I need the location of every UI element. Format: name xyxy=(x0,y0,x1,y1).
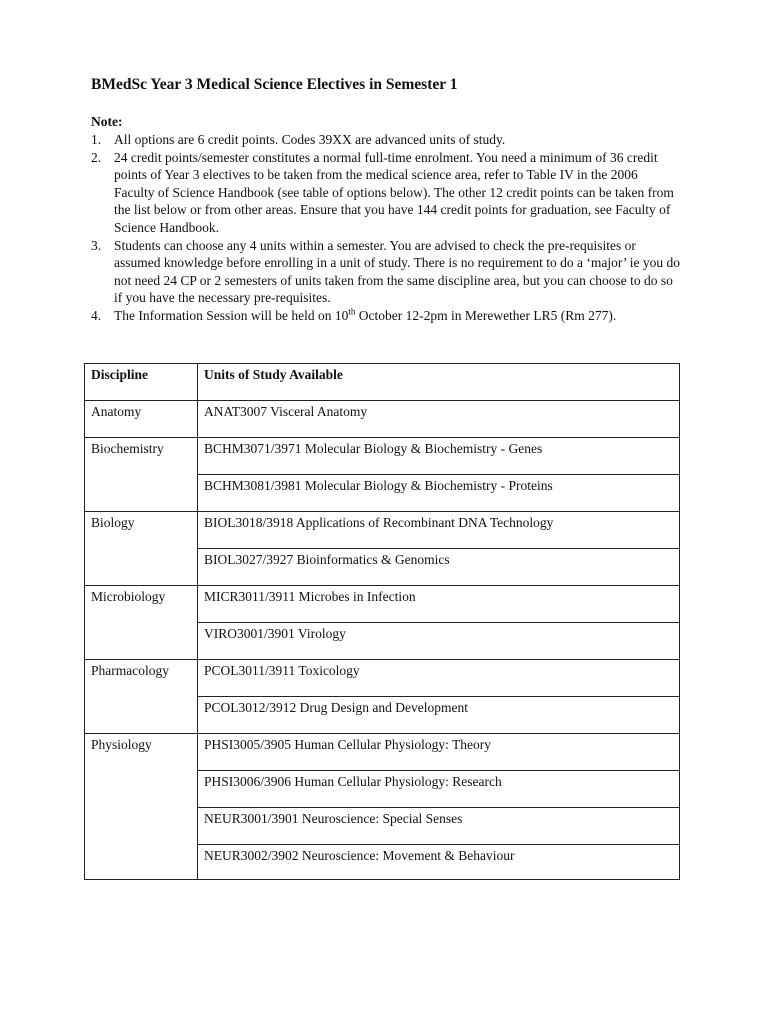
note-item xyxy=(91,149,681,237)
note-text-after: October 12-2pm in Merewether LR5 (Rm 277). xyxy=(355,307,617,323)
discipline-cell: Biochemistry xyxy=(85,438,198,512)
table-row xyxy=(85,586,680,623)
header-units: Units of Study Available xyxy=(198,364,680,401)
table-row xyxy=(85,401,680,438)
unit-cell: PHSI3005/3905 Human Cellular Physiology: Theory xyxy=(198,734,680,771)
unit-cell: BIOL3018/3918 Applications of Recombinant DNA Technology xyxy=(198,512,680,549)
discipline-cell: Microbiology xyxy=(85,586,198,660)
note-number: 1. xyxy=(91,132,102,147)
unit-cell: BCHM3071/3971 Molecular Biology & Biochemistry - Genes xyxy=(198,438,680,475)
note-text: 24 credit points/semester constitutes a normal full-time enrolment. You need a minimum of 36 credit points of Year 3 electives to be taken from the medical science area, refer to Table IV in the 2006 Faculty of Science Handbook (see table of options below). The other 12 credit points can be taken from the list below or from other areas. Ensure that you have 144 credit points for graduation, see Faculty of Science Handbook. xyxy=(114,149,674,235)
discipline-cell: Pharmacology xyxy=(85,660,198,734)
unit-cell: BCHM3081/3981 Molecular Biology & Biochemistry - Proteins xyxy=(198,475,680,512)
unit-cell: PCOL3012/3912 Drug Design and Development xyxy=(198,697,680,734)
note-superscript: th xyxy=(348,306,356,317)
units-table xyxy=(84,363,680,880)
document-title: BMedSc Year 3 Medical Science Electives in Semester 1 xyxy=(91,76,458,93)
note-number: 3. xyxy=(91,237,102,253)
unit-cell: PCOL3011/3911 Toxicology xyxy=(198,660,680,697)
unit-cell: VIRO3001/3901 Virology xyxy=(198,623,680,660)
unit-cell: PHSI3006/3906 Human Cellular Physiology: Research xyxy=(198,771,680,808)
unit-cell: NEUR3002/3902 Neuroscience: Movement & Behaviour xyxy=(198,845,680,880)
note-text-before: The Information Session will be held on 10 xyxy=(114,307,349,323)
unit-cell: MICR3011/3911 Microbes in Infection xyxy=(198,586,680,623)
table-row xyxy=(85,438,680,475)
note-number: 2. xyxy=(91,149,102,165)
note-number: 4. xyxy=(91,307,102,323)
unit-cell: ANAT3007 Visceral Anatomy xyxy=(198,401,680,438)
unit-cell: NEUR3001/3901 Neuroscience: Special Senses xyxy=(198,808,680,845)
note-text: Students can choose any 4 units within a semester. You are advised to check the pre-requisites or assumed knowledge before enrolling in a unit of study. There is no requirement to do a ‘major’ ie you do not need 24 CP or 2 semesters of units taken from the same discipline area, but you can choose to do so if you have the necessary pre-requisites. xyxy=(114,237,680,306)
table-row xyxy=(85,512,680,549)
notes-list xyxy=(91,131,681,325)
note-item xyxy=(91,131,681,149)
note-heading: Note: xyxy=(91,114,123,129)
header-discipline: Discipline xyxy=(85,364,198,401)
discipline-cell: Anatomy xyxy=(85,401,198,438)
discipline-cell: Physiology xyxy=(85,734,198,880)
note-text: All options are 6 credit points. Codes 39XX are advanced units of study. xyxy=(114,132,506,147)
note-item xyxy=(91,307,681,325)
table-header-row xyxy=(85,364,680,401)
table-row xyxy=(85,660,680,697)
unit-cell: BIOL3027/3927 Bioinformatics & Genomics xyxy=(198,549,680,586)
table-row xyxy=(85,734,680,771)
discipline-cell: Biology xyxy=(85,512,198,586)
note-item xyxy=(91,237,681,307)
